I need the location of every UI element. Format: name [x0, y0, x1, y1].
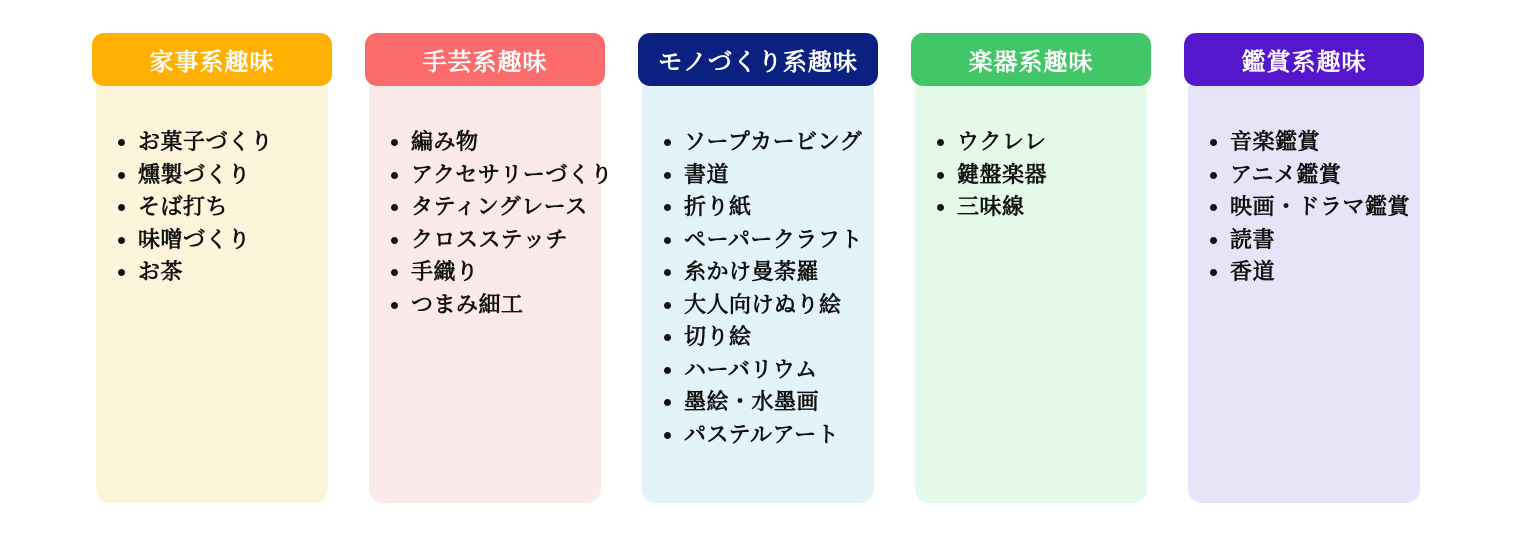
category-card — [92, 33, 332, 503]
hobby-item: • 三味線 — [957, 191, 1139, 224]
hobby-item: • つまみ細工 — [411, 289, 593, 322]
hobby-item: • 音楽鑑賞 — [1230, 126, 1412, 159]
hobby-item: • クロスステッチ — [411, 224, 593, 257]
category-body — [369, 86, 613, 503]
category-header: 家事系趣味 — [92, 33, 332, 86]
hobby-item: • 折り紙 — [684, 191, 866, 224]
category-card — [911, 33, 1151, 503]
hobby-item: • 墨絵・水墨画 — [684, 386, 866, 419]
category-header: モノづくり系趣味 — [638, 33, 878, 86]
hobby-list — [387, 126, 613, 321]
hobby-item: • 大人向けぬり絵 — [684, 289, 866, 322]
hobby-item: • アクセサリーづくり — [411, 159, 593, 192]
hobby-item: • ウクレレ — [957, 126, 1139, 159]
hobby-item: • お茶 — [138, 256, 320, 289]
category-card — [365, 33, 613, 503]
hobby-list — [933, 126, 1139, 224]
hobby-item: • 書道 — [684, 159, 866, 192]
hobby-item: • 読書 — [1230, 224, 1412, 257]
hobby-item: • 切り絵 — [684, 321, 866, 354]
hobby-item: • タティングレース — [411, 191, 593, 224]
hobby-list — [660, 126, 866, 451]
category-body — [96, 86, 328, 503]
category-header: 鑑賞系趣味 — [1184, 33, 1424, 86]
hobby-item: • アニメ鑑賞 — [1230, 159, 1412, 192]
hobby-item: • ペーパークラフト — [684, 224, 866, 257]
hobby-item: • 味噌づくり — [138, 224, 320, 257]
hobby-list — [1206, 126, 1412, 289]
category-card — [638, 33, 878, 503]
hobby-item: • 鍵盤楽器 — [957, 159, 1139, 192]
hobby-item: • 香道 — [1230, 256, 1412, 289]
hobby-item: • 編み物 — [411, 126, 593, 159]
category-body — [1188, 86, 1420, 503]
hobby-item: • 手織り — [411, 256, 593, 289]
hobby-item: • 映画・ドラマ鑑賞 — [1230, 191, 1412, 224]
hobby-list — [114, 126, 320, 289]
category-card — [1184, 33, 1424, 503]
hobby-item: • 燻製づくり — [138, 159, 320, 192]
category-header: 楽器系趣味 — [911, 33, 1151, 86]
hobby-item: • そば打ち — [138, 191, 320, 224]
category-body — [915, 86, 1147, 503]
category-columns — [92, 33, 1424, 503]
hobby-item: • 糸かけ曼荼羅 — [684, 256, 866, 289]
category-header: 手芸系趣味 — [365, 33, 605, 86]
hobby-item: • ソープカービング — [684, 126, 866, 159]
hobby-item: • パステルアート — [684, 419, 866, 452]
hobby-item: • ハーバリウム — [684, 354, 866, 387]
category-body — [642, 86, 874, 503]
hobby-item: • お菓子づくり — [138, 126, 320, 159]
